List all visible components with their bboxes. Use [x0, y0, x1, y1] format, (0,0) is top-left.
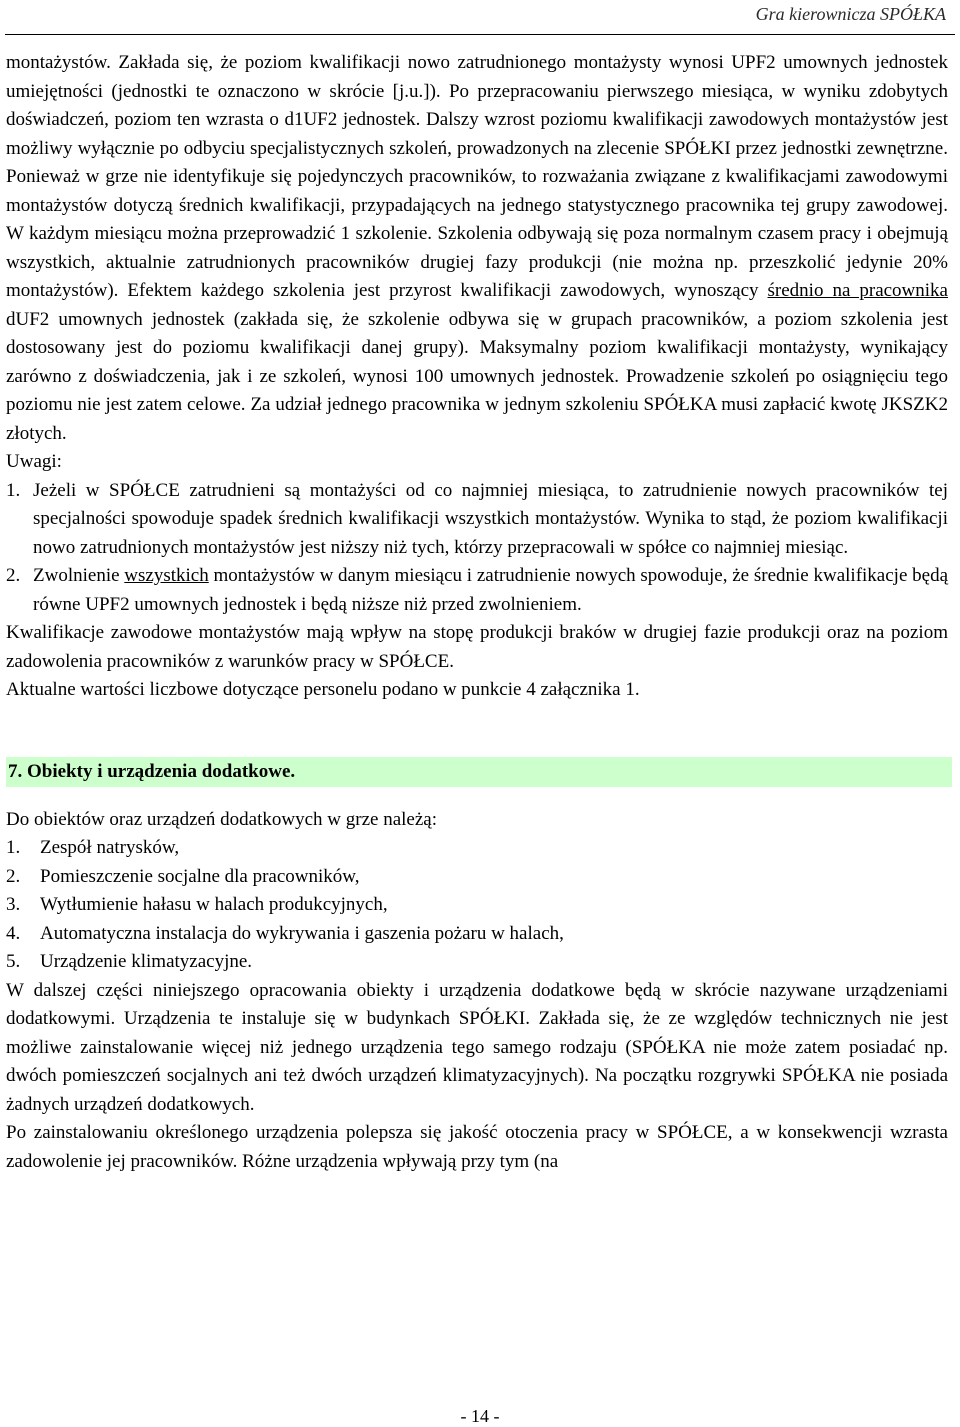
notes-list	[6, 477, 948, 620]
section-intro: Do obiektów oraz urządzeń dodatkowych w grze należą:	[6, 808, 438, 830]
paragraph-reference: Aktualne wartości liczbowe dotyczące personelu podano w punkcie 4 załącznika 1.	[6, 679, 640, 700]
running-header: Gra kierownicza SPÓŁKA	[755, 4, 946, 24]
list-number: 2.	[6, 865, 21, 887]
section-heading: 7. Obiekty i urządzenia dodatkowe.	[6, 757, 952, 787]
list-text: Automatyczna instalacja do wykrywania i gaszenia pożaru w halach,	[40, 922, 564, 944]
list-item	[6, 834, 948, 863]
list-item	[6, 891, 948, 920]
list-text: Jeżeli w SPÓŁCE zatrudnieni są montażyści od co najmniej miesiąca, to zatrudnienie nowych pracowników tej specjalności spowoduje spadek średnich kwalifikacji wszystkich montażystów. Wynika to stąd, że poziom kwalifikacji nowo zatrudnionych montażystów jest niższy niż tych, którzy przepracowali w spółce co najmniej miesiąc.	[33, 479, 948, 558]
list-number: 1.	[6, 837, 21, 858]
list-number: 3.	[6, 894, 21, 915]
paragraph-installation: Po zainstalowaniu określonego urządzenia polepsza się jakość otoczenia pracy w SPÓŁCE, a w konsekwencji wzrasta zadowolenie jej pracowników. Różne urządzenia wpływają przy tym (na	[6, 1122, 948, 1172]
list-number: 1.	[6, 479, 21, 501]
list-text: Zespół natrysków,	[40, 837, 180, 858]
list-text: Urządzenie klimatyzacyjne.	[40, 951, 253, 972]
list-text: Wytłumienie hałasu w halach produkcyjnych,	[40, 894, 388, 915]
paragraph-defects: Kwalifikacje zawodowe montażystów mają wpływ na stopę produkcji braków w drugiej fazie produkcji oraz na poziom zadowolenia pracowników z warunków pracy w SPÓŁCE.	[6, 622, 948, 672]
list-text: Pomieszczenie socjalne dla pracowników,	[40, 865, 360, 887]
paragraph-qualifications	[6, 49, 948, 448]
page-number: - 14 -	[460, 1406, 500, 1426]
list-item	[6, 562, 948, 619]
notes-label: Uwagi:	[6, 451, 62, 472]
objects-list	[6, 834, 948, 977]
list-item	[6, 920, 948, 949]
underlined-text: wszystkich	[124, 565, 209, 586]
list-text-part: Zwolnienie	[33, 565, 125, 586]
list-item	[6, 948, 948, 977]
list-text	[33, 562, 948, 619]
document-body	[6, 49, 948, 1176]
list-item	[6, 477, 948, 563]
list-number: 2.	[6, 565, 21, 586]
header-rule	[5, 34, 955, 35]
underlined-text: średnio na pracownika	[767, 280, 948, 301]
paragraph-devices: W dalszej części niniejszego opracowania obiekty i urządzenia dodatkowe będą w skrócie nazywane urządzeniami dodatkowymi. Urządzenia te instaluje się w budynkach SPÓŁKI. Zakłada się, że ze względów technicznych nie jest możliwe zainstalowanie więcej niż jednego urządzenia tego samego rodzaju (SPÓŁKA nie może zatem posiadać np. dwóch pomieszczeń socjalnych ani też dwóch urządzeń klimatyzacyjnych). Na początku rozgrywki SPÓŁKA nie posiada żadnych urządzeń dodatkowych.	[6, 979, 948, 1115]
list-item	[6, 863, 948, 892]
paragraph-text-rest: dUF2 umownych jednostek (zakłada się, że szkolenie odbywa się w grupach pracowników, a poziom szkolenia jest dostosowany jest do poziomu kwalifikacji danej grupy). Maksymalny poziom kwalifikacji montażysty, wynikający zarówno z doświadczenia, jak i ze szkoleń, wynosi 100 umownych jednostek. Prowadzenie szkoleń po osiągnięciu tego poziomu nie jest zatem celowe. Za udział jednego pracownika w jednym szkoleniu SPÓŁKA musi zapłacić kwotę JKSZK2 złotych.	[6, 308, 948, 444]
list-number: 5.	[6, 951, 21, 972]
list-number: 4.	[6, 922, 21, 944]
list-text-part: montażystów w danym miesiącu i zatrudnienie nowych spowoduje, że średnie kwalifikacje będą równe UPF2 umownych jednostek i będą niższe niż przed zwolnieniem.	[33, 565, 949, 615]
paragraph-text: montażystów. Zakłada się, że poziom kwalifikacji nowo zatrudnionego montażysty wynosi UPF2 umownych jednostek umiejętności (jednostki te oznaczono w skrócie [j.u.]). Po przepracowaniu pierwszego miesiąca, w wyniku zdobytych doświadczeń, poziom ten wzrasta o d1UF2 jednostek. Dalszy wzrost poziomu kwalifikacji zawodowych montażystów jest możliwy wyłącznie po odbyciu specjalistycznych szkoleń, prowadzonych na zlecenie SPÓŁKI przez jednostki zewnętrzne. Ponieważ w grze nie identyfikuje się pojedynczych pracowników, to rozważania związane z kwalifikacjami zawodowymi montażystów dotyczą średnich kwalifikacji, przypadających na jednego statystycznego pracownika tej grupy zawodowej. W każdym miesiącu można przeprowadzić 1 szkolenie. Szkolenia odbywają się poza normalnym czasem pracy i obejmują wszystkich, aktualnie zatrudnionych pracowników drugiej fazy produkcji (nie można np. przeszkolić jedynie 20% montażystów). Efektem każdego szkolenia jest przyrost kwalifikacji zawodowych, wynoszący	[6, 52, 948, 301]
